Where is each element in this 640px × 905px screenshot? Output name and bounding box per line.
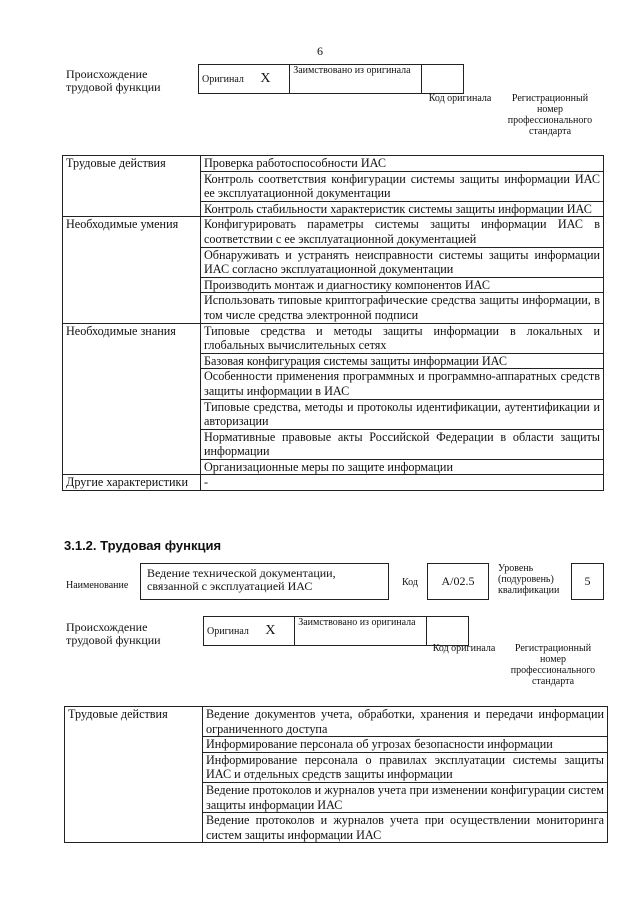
table-cell: Базовая конфигурация системы защиты информации ИАС: [201, 353, 604, 369]
code-original-label: Код оригинала: [428, 93, 492, 104]
row-group-label: Другие характеристики: [63, 475, 201, 491]
origin-label: Происхождение трудовой функции: [66, 67, 161, 94]
origin-cell: [204, 617, 295, 646]
x-mark-icon: X: [260, 71, 271, 86]
registration-number-label: Регистрационный номер профессионального стандарта: [507, 93, 593, 137]
borrowed-cell: [290, 65, 422, 94]
function-name: Ведение технической документации, связанной с эксплуатацией ИАС: [147, 566, 336, 593]
table-cell: Ведение протоколов и журналов учета при изменении конфигурации систем защиты информации ИАС: [203, 782, 608, 812]
code-original-label: Код оригинала: [432, 643, 496, 654]
registration-number-label: Регистрационный номер профессионального стандарта: [510, 643, 596, 687]
original-label: Оригинал: [207, 626, 249, 637]
level-label: Уровень (подуровень) квалификации: [498, 563, 560, 596]
row-group-label: Необходимые знания: [63, 323, 201, 475]
table-cell: Контроль стабильности характеристик системы защиты информации ИАС: [201, 201, 604, 217]
table-row: [65, 707, 608, 737]
table-cell: Обнаруживать и устранять неисправности системы защиты информации ИАС согласно эксплуатационной документации: [201, 247, 604, 277]
origin-table: [198, 64, 464, 94]
origin-cell: [199, 65, 290, 94]
empty-cell: [427, 617, 469, 646]
table-cell: Контроль соответствия конфигурации системы защиты информации ИАС ее эксплуатационной документации: [201, 171, 604, 201]
table-row: [63, 217, 604, 247]
table-row: [63, 475, 604, 491]
table-cell: Информирование персонала об угрозах безопасности информации: [203, 737, 608, 753]
table-cell: -: [201, 475, 604, 491]
table-cell: Особенности применения программных и программно-аппаратных средств защиты информации в ИАС: [201, 369, 604, 399]
borrowed-label: Заимствовано из оригинала: [298, 617, 416, 628]
borrowed-label: Заимствовано из оригинала: [293, 65, 411, 76]
table-cell: Типовые средства, методы и протоколы идентификации, аутентификации и авторизации: [201, 399, 604, 429]
row-group-label: Трудовые действия: [65, 707, 203, 843]
section-title: 3.1.2. Трудовая функция: [64, 538, 222, 553]
x-mark-icon: X: [265, 623, 276, 638]
table-row: [63, 156, 604, 172]
function-name-box: [140, 563, 389, 600]
table-cell: Информирование персонала о правилах эксплуатации системы защиты ИАС и отдельных средств защиты информации: [203, 752, 608, 782]
level-value: 5: [584, 574, 591, 588]
row-group-label: Необходимые умения: [63, 217, 201, 323]
page-number: 6: [317, 44, 323, 58]
table-cell: Проверка работоспособности ИАС: [201, 156, 604, 172]
labor-function-table: [62, 155, 604, 491]
empty-cell: [422, 65, 464, 94]
table-cell: Ведение протоколов и журналов учета при осуществлении мониторинга систем защиты информации ИАС: [203, 813, 608, 843]
table-cell: Конфигурировать параметры системы защиты информации ИАС в соответствии с ее эксплуатационной документацией: [201, 217, 604, 247]
table-cell: Ведение документов учета, обработки, хранения и передачи информации ограниченного доступа: [203, 707, 608, 737]
original-label: Оригинал: [202, 74, 244, 85]
row-group-label: Трудовые действия: [63, 156, 201, 217]
code-box: [427, 563, 489, 600]
origin-label: Происхождение трудовой функции: [66, 620, 161, 647]
table-cell: Организационные меры по защите информации: [201, 459, 604, 475]
name-label: Наименование: [66, 580, 129, 591]
level-box: [571, 563, 604, 600]
code-label: Код: [402, 577, 418, 588]
table-cell: Нормативные правовые акты Российской Федерации в области защиты информации: [201, 429, 604, 459]
origin-table: [203, 616, 469, 646]
labor-actions-table: [64, 706, 608, 843]
table-cell: Типовые средства и методы защиты информации в локальных и глобальных вычислительных сетях: [201, 323, 604, 353]
table-cell: Использовать типовые криптографические средства защиты информации, в том числе средства электронной подписи: [201, 293, 604, 323]
code-value: A/02.5: [441, 574, 475, 588]
table-row: [63, 323, 604, 353]
borrowed-cell: [295, 617, 427, 646]
table-cell: Производить монтаж и диагностику компонентов ИАС: [201, 277, 604, 293]
